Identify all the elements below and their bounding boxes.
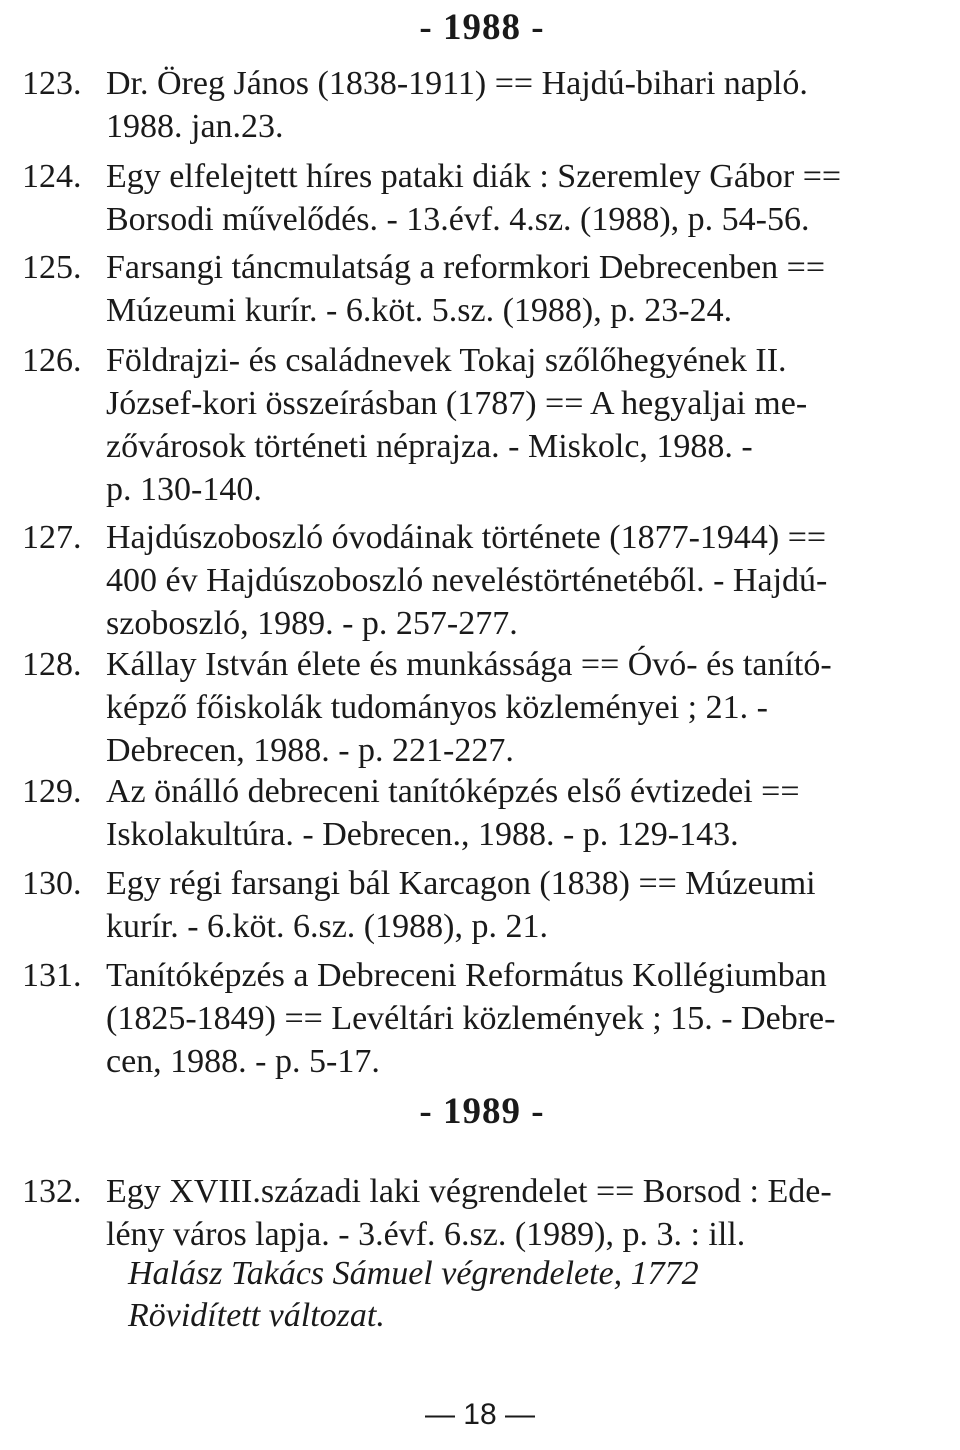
- entry-text: Egy elfelejtett híres pataki diák : Szeremley Gábor == Borsodi művelődés. - 13.évf. 4.sz. (1988), p. 54-56.: [106, 158, 842, 238]
- entry-number: 125.: [22, 249, 82, 286]
- entry-text: Földrajzi- és családnevek Tokaj szőlőhegyének II. József-kori összeírásban (1787) == A hegyaljai me- zővárosok történeti néprajza. - Miskolc, 1988. - p. 130-140.: [106, 342, 808, 508]
- entry-number: 127.: [22, 519, 82, 556]
- entry-text: Tanítóképzés a Debreceni Református Kollégiumban (1825-1849) == Levéltári közlemények ; 15. - Debre- cen, 1988. - p. 5-17.: [106, 957, 836, 1080]
- entry-text: Egy régi farsangi bál Karcagon (1838) == Múzeumi kurír. - 6.köt. 6.sz. (1988), p. 21.: [106, 865, 816, 945]
- entry-number: 132.: [22, 1173, 82, 1210]
- page-number: — 18 —: [424, 1398, 536, 1431]
- year-heading-1988: - 1988 -: [419, 7, 545, 48]
- entry-number: 130.: [22, 865, 82, 902]
- entry-number: 126.: [22, 342, 82, 379]
- year-heading-1989: - 1989 -: [419, 1091, 545, 1132]
- entry-number: 131.: [22, 957, 82, 994]
- italic-note: Halász Takács Sámuel végrendelete, 1772 Rövidített változat.: [128, 1255, 699, 1334]
- entry-text: Dr. Öreg János (1838-1911) == Hajdú-bihari napló. 1988. jan.23.: [106, 65, 808, 145]
- entry-number: 123.: [22, 65, 82, 102]
- entry-number: 124.: [22, 158, 82, 195]
- entry-text: Hajdúszoboszló óvodáinak története (1877-1944) == 400 év Hajdúszoboszló neveléstörténetéből. - Hajdú- szoboszló, 1989. - p. 257-277.: [106, 519, 828, 642]
- entry-text: Farsangi táncmulatság a reformkori Debrecenben == Múzeumi kurír. - 6.köt. 5.sz. (1988), p. 23-24.: [106, 249, 826, 329]
- entry-text: Az önálló debreceni tanítóképzés első évtizedei == Iskolakultúra. - Debrecen., 1988. - p. 129-143.: [106, 773, 800, 853]
- entry-number: 129.: [22, 773, 82, 810]
- entry-text: Kállay István élete és munkássága == Óvó- és tanító- képző főiskolák tudományos közleményei ; 21. - Debrecen, 1988. - p. 221-227.: [106, 646, 832, 769]
- entry-number: 128.: [22, 646, 82, 683]
- entry-text: Egy XVIII.századi laki végrendelet == Borsod : Ede- lény város lapja. - 3.évf. 6.sz. (1989), p. 3. : ill.: [106, 1173, 832, 1253]
